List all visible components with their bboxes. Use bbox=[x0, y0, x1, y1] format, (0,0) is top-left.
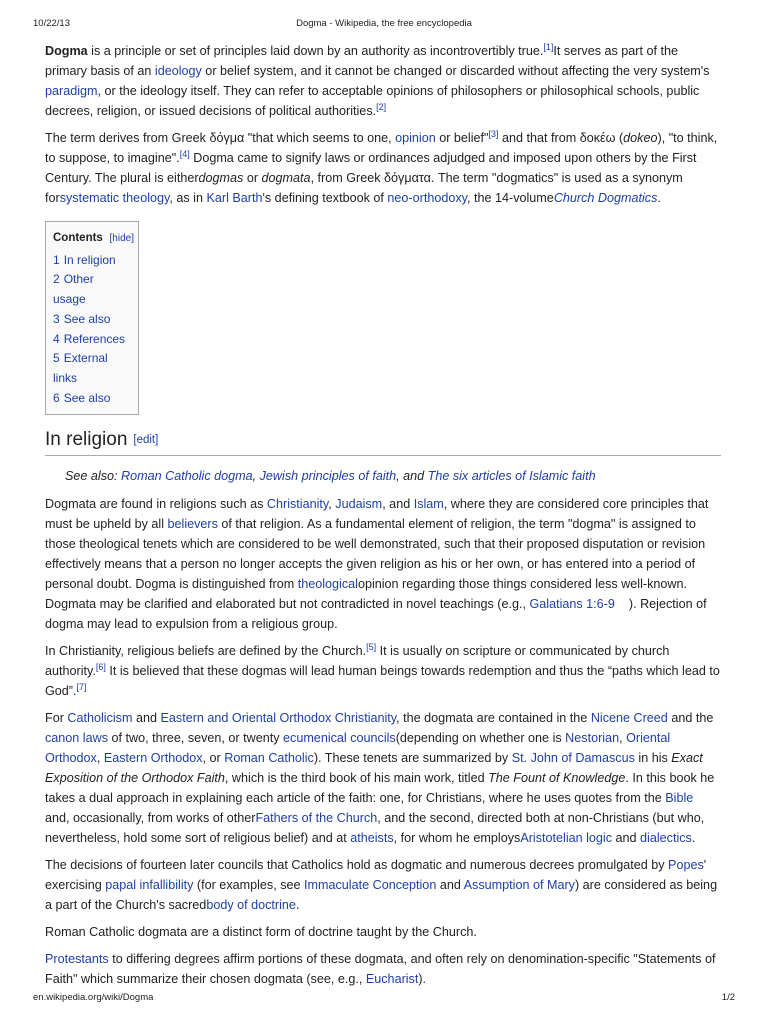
link-dialectics[interactable]: dialectics bbox=[640, 831, 692, 846]
text: in his bbox=[634, 751, 672, 766]
text: and bbox=[132, 711, 161, 726]
text: and that from δοκέω ( bbox=[498, 131, 624, 145]
link-assumption-of-mary[interactable]: Assumption of Mary bbox=[463, 878, 575, 893]
table-of-contents bbox=[45, 221, 139, 415]
link-systematic-theology[interactable]: systematic theology bbox=[59, 191, 170, 205]
toc-label[interactable]: External links bbox=[53, 351, 108, 385]
print-url: en.wikipedia.org/wiki/Dogma bbox=[33, 992, 154, 1003]
reference-link[interactable]: [2] bbox=[376, 101, 387, 112]
religion-paragraph-1 bbox=[45, 494, 721, 634]
plural-dogmas: dogmas bbox=[198, 171, 244, 185]
link-oriental-orthodox[interactable]: Oriental Orthodox bbox=[45, 731, 671, 766]
religion-paragraph-4 bbox=[45, 855, 721, 915]
text: ), "to think, to suppose, to imagine". bbox=[45, 131, 718, 165]
work-title: The Fount of Knowledge bbox=[488, 771, 626, 786]
link-nestorian[interactable]: Nestorian bbox=[565, 731, 620, 746]
text: It serves as part of the primary basis of an bbox=[45, 44, 679, 78]
text: In Christianity, religious beliefs are defined by the Church. bbox=[45, 644, 367, 659]
text: The decisions of fourteen later councils that Catholics hold as dogmatic and numerous decrees promulgated by bbox=[45, 858, 669, 873]
text: , bbox=[252, 469, 260, 484]
link-eastern-oriental-orthodox[interactable]: Eastern and Oriental Orthodox Christianity bbox=[160, 711, 397, 726]
link-roman-catholic-dogma[interactable]: Roman Catholic dogma bbox=[121, 469, 253, 484]
link-neo-orthodoxy[interactable]: neo-orthodoxy bbox=[387, 191, 467, 205]
reference-6[interactable] bbox=[96, 662, 106, 672]
toc-number: 5 bbox=[53, 351, 60, 366]
link-aristotelian-logic[interactable]: Aristotelian logic bbox=[520, 831, 613, 846]
toc-title: Contents bbox=[53, 232, 103, 244]
text: , and bbox=[396, 469, 428, 484]
toc-number: 1 bbox=[53, 252, 60, 267]
section-heading-in-religion bbox=[45, 427, 721, 456]
text: , bbox=[328, 497, 336, 512]
toc-label[interactable]: See also bbox=[63, 311, 111, 326]
text: and, occasionally, from works of other bbox=[45, 811, 256, 826]
toc-number: 2 bbox=[53, 272, 60, 287]
text: to differing degrees affirm portions of these dogmata, and often rely on denomination-specific "Statements of Faith" which summarize their chosen dogmata (see, e.g., bbox=[45, 952, 716, 987]
text: (depending on whether one is bbox=[395, 731, 566, 746]
text: Dogma came to signify laws or ordinances adjudged and imposed upon others by the First Century. The plural is either bbox=[45, 151, 697, 185]
reference-link[interactable]: [7] bbox=[76, 682, 87, 693]
text: , the dogmata are contained in the bbox=[396, 711, 591, 726]
reference-7[interactable] bbox=[77, 682, 87, 692]
link-christianity[interactable]: Christianity bbox=[266, 497, 329, 512]
text: or belief" bbox=[435, 131, 489, 145]
reference-link[interactable]: [6] bbox=[95, 662, 106, 673]
text: , for whom he employs bbox=[393, 831, 521, 846]
text: of that religion. As a fundamental element of religion, the term "dogma" is assigned to those theological tenets which are considered to be well demonstrated, such that their proposed disputation or revision effectively means that a person no longer accepts the given religion as his or her own, or has entered into a period of personal doubt. Dogma is distinguished from bbox=[45, 517, 706, 592]
print-page-number: 1/2 bbox=[721, 992, 735, 1003]
edit-section-link[interactable]: [edit] bbox=[133, 434, 159, 447]
link-atheists[interactable]: atheists bbox=[350, 831, 394, 846]
print-header bbox=[0, 18, 768, 32]
text: opinion regarding those things considered less well-known. Dogmata may be clarified and elaborated but not contradicted in novel teachings (e.g., bbox=[45, 577, 687, 612]
toc-item-in-religion[interactable] bbox=[53, 251, 129, 271]
hatnote-prefix: See also: bbox=[65, 469, 122, 484]
toc-number: 4 bbox=[53, 331, 60, 346]
intro-paragraph-2 bbox=[45, 128, 721, 208]
text: is a principle or set of principles laid down by an authority as incontrovertibly true. bbox=[87, 44, 544, 58]
text: , and bbox=[382, 497, 414, 512]
reference-3[interactable] bbox=[489, 129, 499, 139]
link-paradigm[interactable]: paradigm bbox=[45, 84, 98, 98]
text: of two, three, seven, or twenty bbox=[108, 731, 284, 746]
article-term: Dogma bbox=[45, 44, 88, 58]
link-bible[interactable]: Bible bbox=[665, 791, 694, 806]
toc-item-other-usage[interactable] bbox=[53, 270, 129, 309]
text: . bbox=[691, 831, 696, 846]
transliteration: dokeo bbox=[623, 131, 658, 145]
article-content bbox=[45, 41, 721, 996]
link-ecumenical-councils[interactable]: ecumenical councils bbox=[283, 731, 396, 746]
print-date: 10/22/13 bbox=[33, 18, 70, 29]
link-jewish-principles[interactable]: Jewish principles of faith bbox=[259, 469, 397, 484]
religion-paragraph-2 bbox=[45, 641, 721, 701]
link-roman-catholic[interactable]: Roman Catholic bbox=[224, 751, 314, 766]
religion-paragraph-3 bbox=[45, 708, 721, 848]
link-eucharist[interactable]: Eucharist bbox=[365, 972, 419, 987]
toc-label[interactable]: See also bbox=[63, 390, 111, 405]
text: , as in bbox=[169, 191, 207, 205]
work-title: Exact Exposition of the Orthodox Faith bbox=[45, 751, 703, 786]
text: . bbox=[657, 191, 661, 205]
religion-paragraph-5 bbox=[45, 922, 721, 942]
link-papal-infallibility[interactable]: papal infallibility bbox=[105, 878, 194, 893]
toc-item-see-also-2[interactable] bbox=[53, 389, 129, 409]
toc-label[interactable]: Other usage bbox=[53, 272, 94, 307]
reference-5[interactable] bbox=[366, 642, 376, 652]
toc-list bbox=[53, 251, 129, 409]
toc-label[interactable]: References bbox=[63, 331, 126, 346]
reference-link[interactable]: [4] bbox=[179, 148, 190, 159]
text: It is usually on scripture or communicated by church authority. bbox=[45, 644, 670, 679]
print-footer bbox=[0, 992, 768, 1006]
link-protestants[interactable]: Protestants bbox=[45, 952, 109, 967]
text: , bbox=[619, 731, 627, 746]
text: Roman Catholic dogmata are a distinct form of doctrine taught by the Church. bbox=[45, 925, 477, 940]
text: , or bbox=[202, 751, 225, 766]
link-believers[interactable]: believers bbox=[167, 517, 218, 532]
text: , where they are considered core principles that must be upheld by all bbox=[45, 497, 709, 532]
text: 's defining textbook of bbox=[262, 191, 388, 205]
intro-paragraph-1 bbox=[45, 41, 721, 121]
link-nicene-creed[interactable]: Nicene Creed bbox=[590, 711, 668, 726]
text: Dogmata are found in religions such as bbox=[45, 497, 267, 512]
toc-item-references[interactable] bbox=[53, 330, 129, 350]
link-canon-laws[interactable]: canon laws bbox=[45, 731, 109, 746]
toc-label[interactable]: In religion bbox=[63, 252, 116, 267]
text: . bbox=[295, 898, 300, 913]
text: , the 14-volume bbox=[467, 191, 554, 205]
text: or bbox=[243, 171, 262, 185]
reference-1[interactable] bbox=[543, 42, 553, 52]
reference-link[interactable]: [5] bbox=[366, 642, 377, 653]
link-islamic-faith[interactable]: The six articles of Islamic faith bbox=[427, 469, 596, 484]
link-judaism[interactable]: Judaism bbox=[335, 497, 383, 512]
link-opinion[interactable]: opinion bbox=[395, 131, 436, 145]
text: and the bbox=[667, 711, 714, 726]
toc-number: 6 bbox=[53, 390, 60, 405]
text: It is believed that these dogmas will lead human beings towards redemption and thus the “paths which lead to God”. bbox=[45, 664, 720, 699]
link-popes[interactable]: Popes bbox=[668, 858, 704, 873]
link-islam[interactable]: Islam bbox=[413, 497, 444, 512]
text: and bbox=[612, 831, 641, 846]
link-church-dogmatics[interactable]: Church Dogmatics bbox=[553, 191, 658, 205]
link-theological[interactable]: theological bbox=[297, 577, 358, 592]
link-galatians[interactable]: Galatians 1:6-9 bbox=[529, 597, 615, 612]
text: ). These tenets are summarized by bbox=[313, 751, 512, 766]
link-karl-barth[interactable]: Karl Barth bbox=[206, 191, 263, 205]
text: ). Rejection of dogma may lead to expulsion from a religious group. bbox=[45, 597, 711, 632]
plural-dogmata: dogmata bbox=[261, 171, 311, 185]
reference-4[interactable] bbox=[180, 149, 190, 159]
reference-link[interactable]: [3] bbox=[488, 128, 499, 139]
text: . In this book he takes a dual approach in explaining each article of the faith: one, for Christians, where he uses quotes from the bbox=[45, 771, 715, 806]
toc-number: 3 bbox=[53, 311, 60, 326]
link-body-of-doctrine[interactable]: body of doctrine bbox=[206, 898, 296, 913]
link-ideology[interactable]: ideology bbox=[154, 64, 202, 78]
reference-2[interactable] bbox=[376, 102, 386, 112]
text: , from Greek δόγματα. The term "dogmatics" is used as a synonym for bbox=[45, 171, 683, 205]
print-page-title: Dogma - Wikipedia, the free encyclopedia bbox=[296, 18, 472, 29]
section-title: In religion bbox=[45, 429, 128, 451]
link-catholicism[interactable]: Catholicism bbox=[67, 711, 133, 726]
text: For bbox=[45, 711, 68, 726]
text: (for examples, see bbox=[193, 878, 305, 893]
toc-item-see-also[interactable] bbox=[53, 310, 129, 330]
text: ) are considered as being a part of the Church's sacred bbox=[45, 878, 718, 913]
link-eastern-orthodox[interactable]: Eastern Orthodox bbox=[103, 751, 203, 766]
reference-link[interactable]: [1] bbox=[543, 41, 554, 52]
toc-hide-toggle[interactable]: [hide] bbox=[109, 233, 134, 244]
see-also-hatnote bbox=[45, 466, 721, 486]
toc-item-external-links[interactable] bbox=[53, 349, 129, 388]
text: , bbox=[96, 751, 104, 766]
link-john-of-damascus[interactable]: St. John of Damascus bbox=[511, 751, 635, 766]
text: ). bbox=[418, 972, 427, 987]
religion-paragraph-6 bbox=[45, 949, 721, 989]
text: The term derives from Greek δόγμα "that which seems to one, bbox=[45, 131, 396, 145]
text: and bbox=[436, 878, 464, 893]
text: ' exercising bbox=[45, 858, 707, 893]
text: , or the ideology itself. They can refer to acceptable opinions of philosophers or philosophical schools, public decrees, religion, or issued decisions of political authorities. bbox=[45, 84, 700, 118]
text: or belief system, and it cannot be changed or discarded without affecting the very system's bbox=[201, 64, 710, 78]
text: , which is the third book of his main work, titled bbox=[224, 771, 489, 786]
text: , and the second, directed both at non-Christians (but who, nevertheless, hold some sort of religious belief) and at bbox=[45, 811, 705, 846]
link-fathers-of-the-church[interactable]: Fathers of the Church bbox=[255, 811, 378, 826]
link-immaculate-conception[interactable]: Immaculate Conception bbox=[304, 878, 437, 893]
